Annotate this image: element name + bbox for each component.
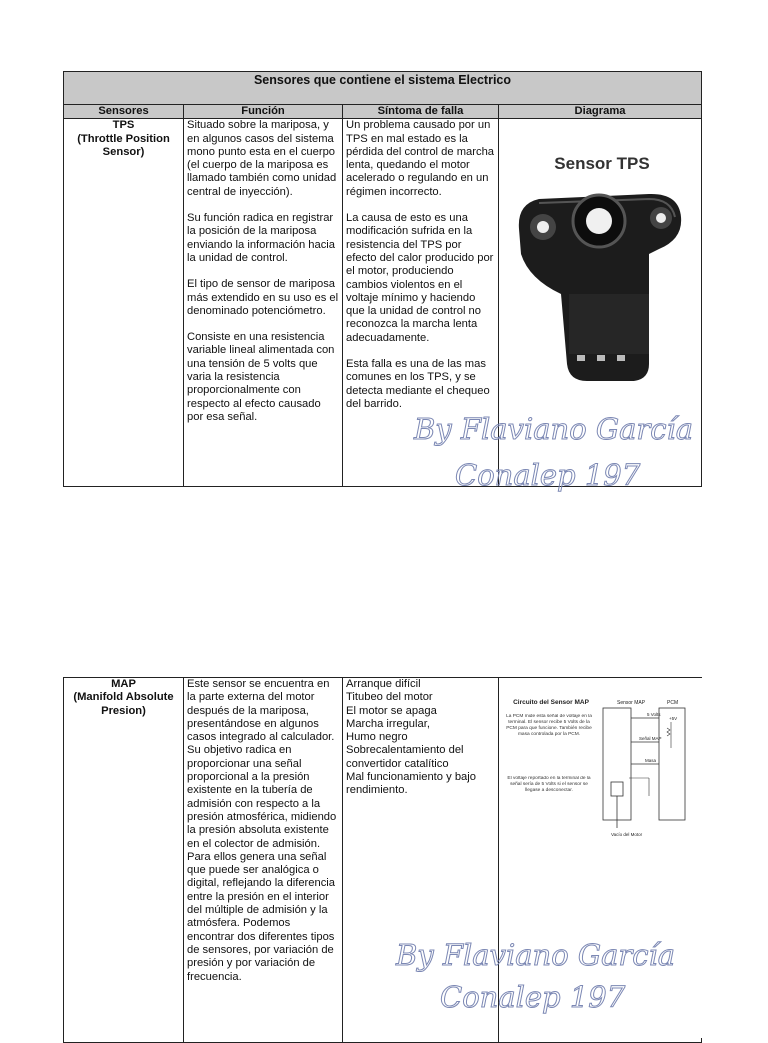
- sensors-table-tps: [63, 71, 702, 487]
- diagram-cell-map: [499, 678, 702, 1043]
- header-sensores: Sensores: [64, 105, 184, 119]
- watermark-line1: By Flaviano García: [414, 412, 694, 446]
- map-label-motor: Vacío del Motor: [611, 832, 643, 837]
- table-header-row: [64, 105, 702, 119]
- tps-pin: [577, 355, 585, 361]
- tps-label: Sensor TPS: [554, 154, 650, 174]
- map-label-5v: 5 Volts: [647, 712, 661, 717]
- table-row-map: [64, 678, 702, 1043]
- map-description-2: El voltaje reportado en la terminal de la señal sería de 5 Volts si el sensor se llegase a desconectar.: [507, 776, 591, 793]
- tps-connector-housing: [569, 294, 649, 354]
- sensor-full-name: (Manifold Absolute Presion): [73, 691, 174, 717]
- sensor-full-name: (Throttle Position Sensor): [77, 132, 170, 158]
- symptom-paragraph: Esta falla es una de las mas comunes en los TPS, y se detecta mediante el chequeo del barrido.: [346, 358, 490, 410]
- map-desc2-box: [505, 776, 593, 816]
- sensor-cell-map: [64, 678, 184, 1043]
- map-label-signal: Señal MAP: [639, 736, 662, 741]
- tps-sensor-illustration: [499, 119, 702, 481]
- map-description-1: La PCM mide esta señal de voltaje en la terminal. El sensor recibe 5 Volts de la PCM para que funcione. También recibe masa controlada por la PCM.: [506, 714, 592, 737]
- tps-pin: [617, 355, 625, 361]
- map-diagram-title: Circuito del Sensor MAP: [513, 699, 589, 706]
- map-circuit-diagram: [499, 678, 702, 1038]
- sensor-name: MAP: [111, 678, 136, 690]
- tps-pin: [597, 355, 605, 361]
- sensor-cell-tps: [64, 119, 184, 486]
- function-paragraph: El tipo de sensor de mariposa más extendido en su uso es el denominado potenciómetro.: [187, 278, 339, 317]
- function-cell-tps: [184, 119, 343, 486]
- watermark-line2: Conalep 197: [455, 458, 641, 492]
- sensor-name: TPS: [112, 119, 135, 132]
- symptom-paragraph: Un problema causado por un TPS en mal estado es la pérdida del control de marcha lenta, quedando el motor acelerado o regulando en un régimen incorrecto.: [346, 119, 495, 198]
- header-diagrama: Diagrama: [499, 105, 702, 119]
- diagram-cell-tps: [499, 119, 702, 486]
- symptom-paragraph: La causa de esto es una modificación sufrida en la resistencia del TPS por efecto del calor producido por el motor, produciendo cambios violentos en el voltaje mínimo y haciendo que la unidad de control no reconozca la marcha lenta adecuadamente.: [346, 212, 494, 344]
- function-paragraph: Situado sobre la mariposa, y en algunos casos del sistema mono punto esta en el cuerpo (el cuerpo de la mariposa es llamado también como unidad central de inyección).: [187, 119, 337, 198]
- function-paragraph: Su función radica en registrar la posición de la mariposa enviando la información hacia la unidad de control.: [187, 212, 336, 264]
- map-label-plus5v: +5V: [669, 716, 678, 721]
- header-sintoma: Síntoma de falla: [343, 105, 499, 119]
- tps-rotor-center: [586, 208, 612, 234]
- map-label-pcm: PCM: [667, 700, 679, 706]
- table-title-row: [64, 72, 702, 105]
- tps-mount-hole-left-inner: [537, 221, 549, 233]
- tps-mount-hole-right-inner: [656, 213, 666, 223]
- map-label-mass: Masa: [645, 758, 657, 763]
- function-cell-map: Este sensor se encuentra en la parte externa del motor después de la mariposa, presentándose en algunos casos integrado al calculador. Su objetivo radica en proporcionar una señal proporcional a la presión existente en la tubería de admisión con respecto a la presión atmosférica, midiendo la presión absoluta existente en el colector de admisión. Para ellos genera una señal que puede ser analógica o digital, reflejando la diferencia entre la presión en el interior del múltiple de admisión y la atmósfera. Podemos encontrar dos diferentes tipos de sensores, por variación de presión y por variación de frecuencia.: [184, 678, 343, 1043]
- watermark-line1-lower: By: [396, 938, 434, 972]
- header-funcion: Función: [184, 105, 343, 119]
- sensors-table-map: [63, 677, 702, 1043]
- function-paragraph: Consiste en una resistencia variable lineal alimentada con una tensión de 5 volts que varia la resistencia proporcionalmente con respecto al efecto causado por esa señal.: [187, 331, 335, 423]
- table-row-tps: [64, 119, 702, 486]
- map-desc1-box: [505, 714, 593, 774]
- map-label-sensor: Sensor MAP: [617, 700, 646, 706]
- symptom-cell-map: Arranque difícil Titubeo del motor El motor se apaga Marcha irregular, Humo negro Sobrecalentamiento del convertidor catalítico Mal funcionamiento y bajo rendimiento.: [343, 678, 499, 1043]
- table-title: Sensores que contiene el sistema Electrico: [64, 72, 702, 105]
- symptom-cell-tps: [343, 119, 499, 486]
